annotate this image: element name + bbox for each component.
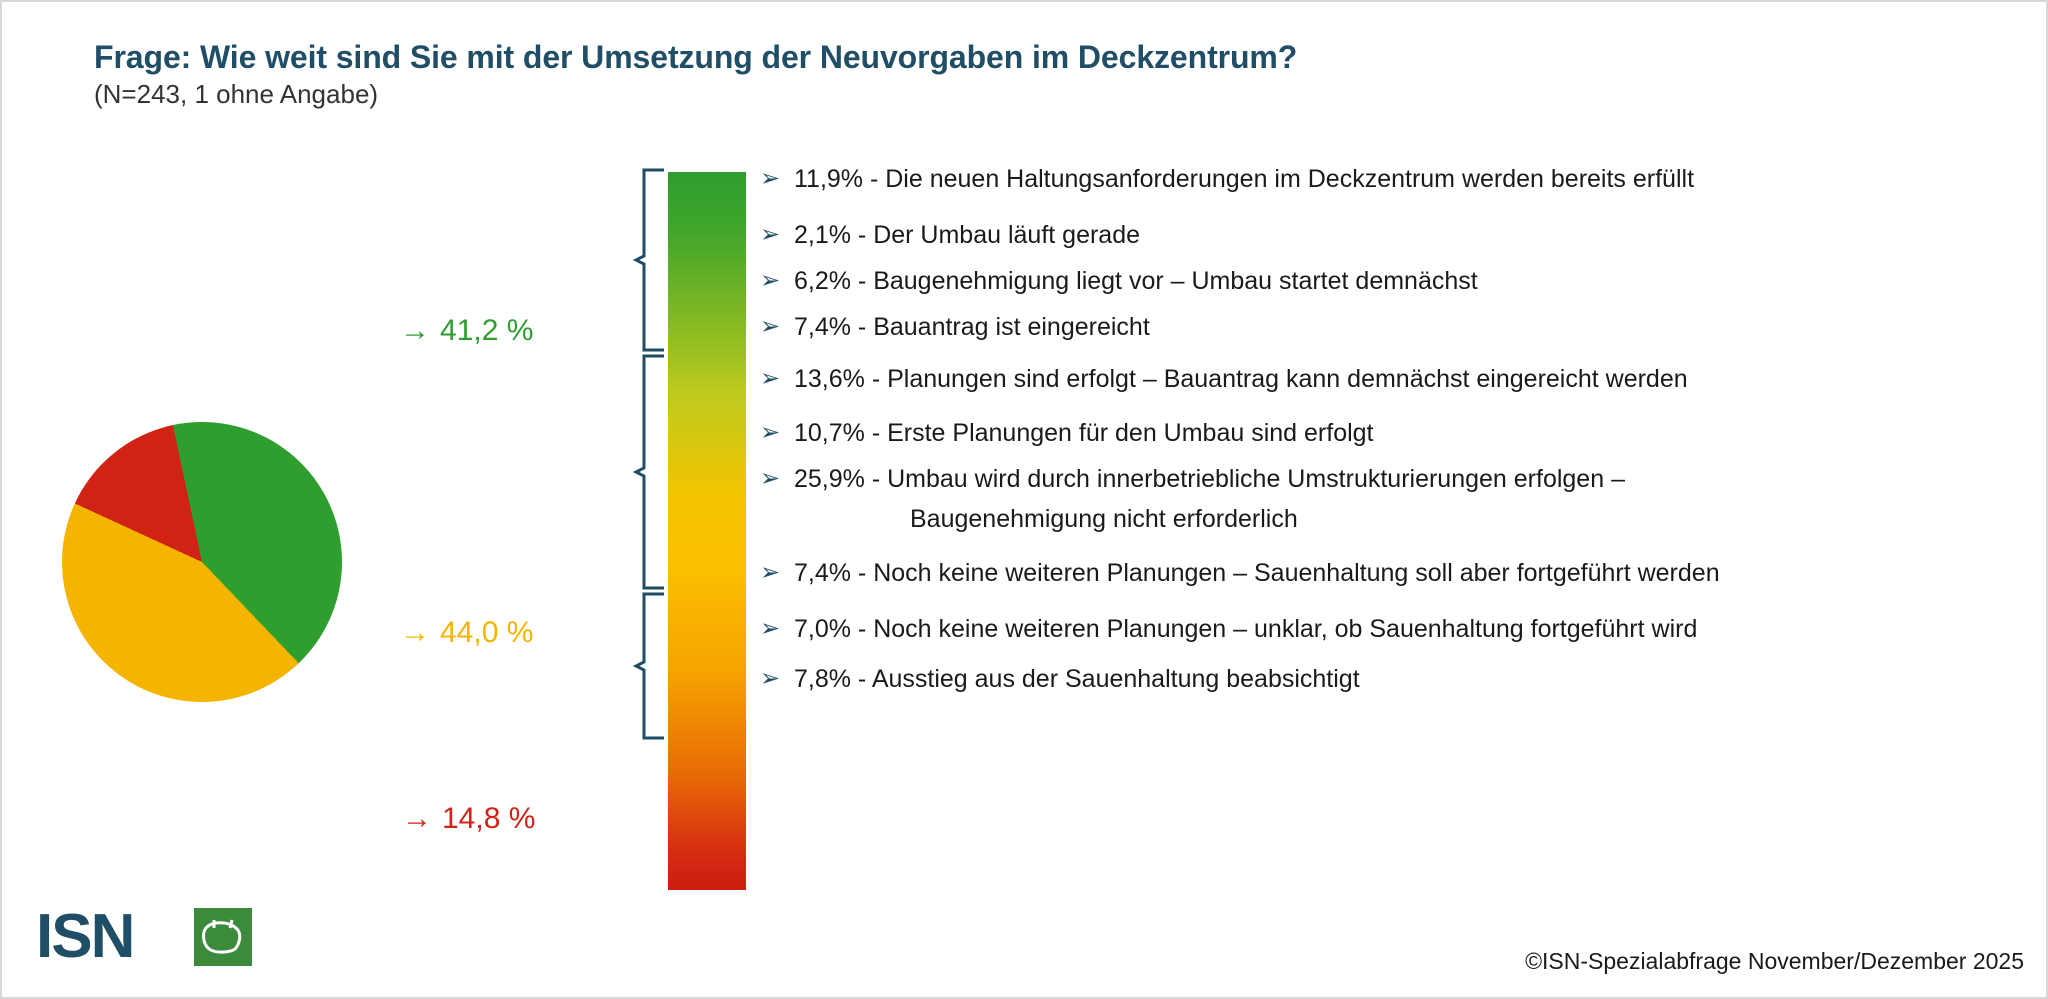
list-item (760, 364, 1688, 394)
list-item-label: 7,8% - Ausstieg aus der Sauenhaltung beabsichtigt (794, 665, 1360, 693)
group-label-green (400, 314, 533, 348)
bullet-arrow-icon: ➢ (760, 418, 781, 446)
list-item (760, 164, 1694, 194)
bullet-arrow-icon: ➢ (760, 312, 781, 340)
list-item (760, 464, 1625, 494)
list-item (760, 220, 1140, 250)
title-block (94, 40, 1894, 109)
group-value-green: 41,2 % (440, 314, 534, 347)
bracket-connectors (602, 168, 672, 894)
list-item (760, 664, 1360, 694)
group-label-red (402, 802, 535, 836)
logo-text: ISN (36, 902, 134, 971)
group-value-yellow: 44,0 % (440, 616, 534, 649)
list-item (760, 312, 1150, 342)
list-item-label: 7,4% - Noch keine weiteren Planungen – Sauenhaltung soll aber fortgeführt werden (794, 559, 1720, 587)
group-label-yellow (400, 616, 533, 650)
bullet-arrow-icon: ➢ (760, 266, 781, 294)
list-item-label: 7,0% - Noch keine weiteren Planungen – unklar, ob Sauenhaltung fortgeführt wird (794, 615, 1698, 643)
arrow-icon-green: → (400, 314, 430, 347)
pie-chart (62, 422, 352, 712)
bullet-arrow-icon: ➢ (760, 464, 781, 492)
list-item-label: 13,6% - Planungen sind erfolgt – Bauantrag kann demnächst eingereicht werden (794, 365, 1688, 393)
group-value-red: 14,8 % (442, 802, 536, 835)
bullet-arrow-icon: ➢ (760, 164, 781, 192)
list-item-label: 7,4% - Bauantrag ist eingereicht (794, 313, 1150, 341)
bullet-arrow-icon: ➢ (760, 558, 781, 586)
bullet-arrow-icon: ➢ (760, 220, 781, 248)
source-footer: ©ISN-Spezialabfrage November/Dezember 2025 (1525, 948, 2024, 974)
bullet-arrow-icon: ➢ (760, 614, 781, 642)
logo-pig-mark (194, 908, 252, 966)
list-item-label: 6,2% - Baugenehmigung liegt vor – Umbau startet demnächst (794, 267, 1478, 295)
pie-slices (36, 396, 368, 728)
list-item-label: 11,9% - Die neuen Haltungsanforderungen im Deckzentrum werden bereits erfüllt (794, 165, 1695, 193)
list-item-label: 10,7% - Erste Planungen für den Umbau sind erfolgt (794, 419, 1374, 447)
bullet-arrow-icon: ➢ (760, 664, 781, 692)
list-item (760, 418, 1374, 448)
arrow-icon-yellow: → (400, 616, 430, 649)
color-gradient-bar (668, 172, 746, 890)
list-item-label: 2,1% - Der Umbau läuft gerade (794, 221, 1141, 249)
arrow-icon-red: → (402, 802, 432, 835)
list-item-label-continued: Baugenehmigung nicht erforderlich (910, 505, 1298, 533)
page-title: Frage: Wie weit sind Sie mit der Umsetzung der Neuvorgaben im Deckzentrum? (94, 39, 1298, 75)
isn-logo (36, 902, 266, 971)
list-item (760, 558, 1720, 588)
list-item-label: 25,9% - Umbau wird durch innerbetriebliche Umstrukturierungen erfolgen – (794, 465, 1625, 493)
list-item (760, 614, 1697, 644)
list-item (760, 266, 1478, 296)
bullet-arrow-icon: ➢ (760, 364, 781, 392)
page-subtitle: (N=243, 1 ohne Angabe) (94, 78, 379, 109)
